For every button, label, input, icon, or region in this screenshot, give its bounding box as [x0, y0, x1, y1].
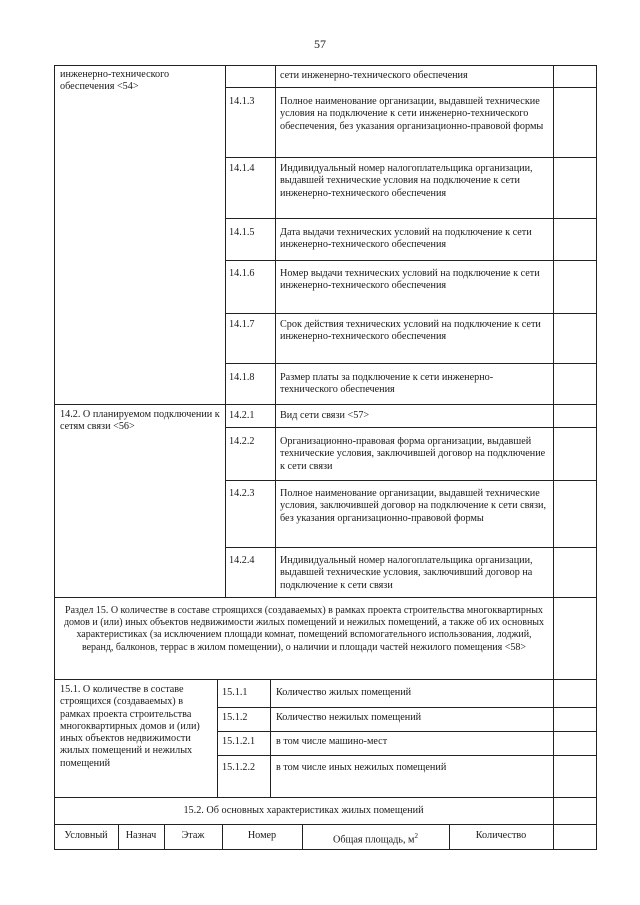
row-code: 14.1.4 [229, 163, 255, 174]
row-code: 14.1.8 [229, 372, 255, 383]
column-header: Количество [475, 830, 527, 841]
section-heading: Раздел 15. О количестве в составе строящихся (создаваемых) в рамках проекта строительства многоквартирных домов и (или) иных объектов недвижимости жилых помещений и нежилых помещений, а также об их основных характеристиках (за исключением площади комнат, помещений вспомогательного использования, лоджий, веранд, балконов, террас в жилом помещении), о наличии и площади частей нежилого помещения <58> [63, 605, 545, 653]
row-text: Вид сети связи <57> [280, 410, 370, 421]
row-text: Количество нежилых помещений [276, 712, 422, 723]
row-text: Номер выдачи технических условий на подключение к сети инженерно-технического обеспечения [280, 268, 540, 292]
row-code: 14.1.7 [229, 319, 255, 330]
row-text: в том числе иных нежилых помещений [276, 762, 447, 773]
row-code: 15.1.2.1 [222, 736, 256, 747]
column-header-text: Общая площадь, м [332, 834, 415, 846]
column-header: Назнач [125, 830, 157, 841]
row-text: сети инженерно-технического обеспечения [280, 70, 468, 81]
row-text: Полное наименование организации, выдавшей технические условия, заключившей договор на подключение к сети связи, без указания организационно-правовой формы [280, 488, 547, 524]
row-text: Количество жилых помещений [276, 687, 412, 698]
column-header: Этаж [181, 830, 205, 841]
group-label: инженерно-технического обеспечения <54> [60, 69, 170, 93]
column-header-area [302, 830, 449, 847]
group-label: 15.1. О количестве в составе строящихся (создаваемых) в рамках проекта строительства многоквартирных домов и (или) иных объектов недвижимости жилых помещений и нежилых помещений [60, 684, 200, 769]
page-number: 57 [314, 37, 326, 51]
column-header: Номер [247, 830, 277, 841]
group-label: 14.2. О планируемом подключении к сетям связи <56> [60, 409, 220, 433]
row-code: 14.2.4 [229, 555, 255, 566]
row-code: 14.1.6 [229, 268, 255, 279]
row-code: 15.1.2.2 [222, 762, 256, 773]
row-text: Индивидуальный номер налогоплательщика организации, выдавшей технические условия, заключивший договор на подключение к сети связи [280, 555, 533, 591]
row-code: 14.2.3 [229, 488, 255, 499]
row-code: 15.1.1 [222, 687, 248, 698]
subsection-heading: 15.2. Об основных характеристиках жилых помещений [183, 805, 424, 816]
row-code: 14.1.5 [229, 227, 255, 238]
row-text: Индивидуальный номер налогоплательщика организации, выдавшей технические условия на подключение к сети инженерно-технического обеспечения [280, 163, 533, 199]
row-code: 14.1.3 [229, 96, 255, 107]
row-code: 14.2.2 [229, 436, 255, 447]
row-text: Срок действия технических условий на подключение к сети инженерно-технического обеспечения [280, 319, 541, 343]
row-text: Организационно-правовая форма организации, выдавшей технические условия, заключившей договор на подключение к сети связи [280, 436, 546, 472]
row-text: в том числе машино-мест [276, 736, 388, 747]
row-text: Дата выдачи технических условий на подключение к сети инженерно-технического обеспечения [280, 227, 532, 251]
row-code: 15.1.2 [222, 712, 248, 723]
column-header: Условный [64, 830, 108, 841]
row-code: 14.2.1 [229, 410, 255, 421]
row-text: Полное наименование организации, выдавшей технические условия на подключение к сети инженерно-технического обеспечения, без указания организационно-правовой формы [280, 96, 544, 132]
row-text: Размер платы за подключение к сети инженерно-технического обеспечения [280, 372, 494, 396]
unit-superscript: 2 [414, 832, 418, 840]
